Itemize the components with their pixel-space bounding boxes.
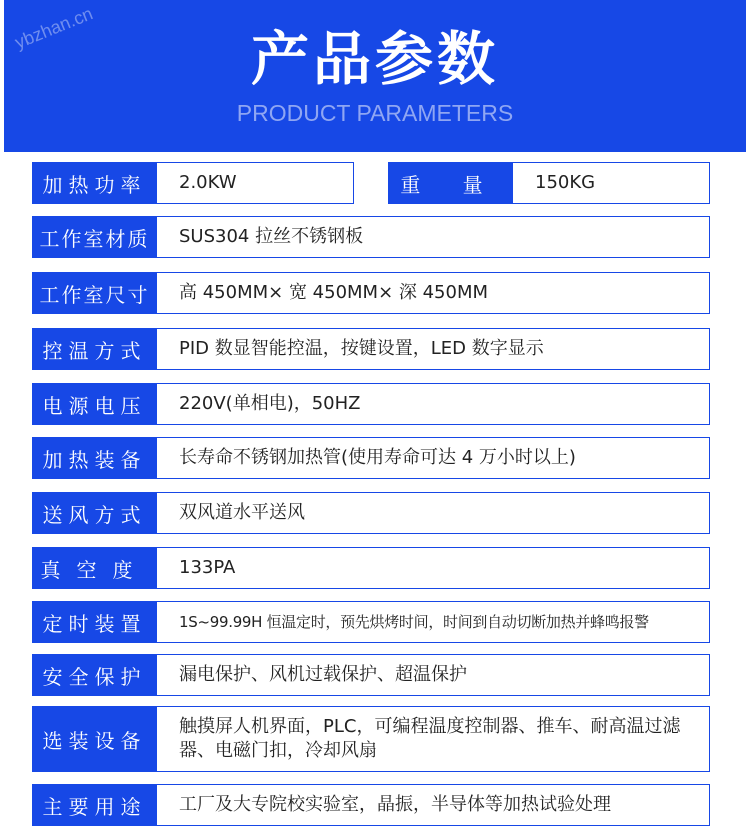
spec-value: 长寿命不锈钢加热管(使用寿命可达 4 万小时以上): [157, 437, 710, 479]
spec-label: 选装设备: [32, 706, 157, 772]
spec-label: 电源电压: [32, 383, 157, 425]
spec-row-usage: [32, 784, 710, 826]
spec-label: 主要用途: [32, 784, 157, 826]
spec-value: 漏电保护、风机过载保护、超温保护: [157, 654, 710, 696]
spec-label: 定时装置: [32, 601, 157, 643]
spec-row-heater: [32, 437, 710, 479]
watermark: ybzhan.cn: [12, 3, 96, 53]
spec-value: PID 数显智能控温，按键设置，LED 数字显示: [157, 328, 710, 370]
spec-row-safety: [32, 654, 710, 696]
spec-label: 真空度: [32, 547, 157, 589]
spec-row-voltage: [32, 383, 710, 425]
spec-row-optional: [32, 706, 710, 772]
spec-label: 工作室尺寸: [32, 272, 157, 314]
spec-row-size: [32, 272, 710, 314]
spec-label: 控温方式: [32, 328, 157, 370]
spec-value: 1S~99.99H 恒温定时，预先烘烤时间，时间到自动切断加热并蜂鸣报警: [157, 601, 710, 643]
spec-row-weight: [388, 162, 710, 204]
spec-label: 工作室材质: [32, 216, 157, 258]
spec-label: 安全保护: [32, 654, 157, 696]
spec-label: 加热功率: [32, 162, 157, 204]
spec-value: 高 450MM× 宽 450MM× 深 450MM: [157, 272, 710, 314]
spec-value: 触摸屏人机界面，PLC，可编程温度控制器、推车、耐高温过滤器、电磁门扣，冷却风扇: [157, 706, 710, 772]
spec-row-timer: [32, 601, 710, 643]
page-subtitle: PRODUCT PARAMETERS: [236, 100, 514, 126]
spec-value: 工厂及大专院校实验室，晶振，半导体等加热试验处理: [157, 784, 710, 826]
spec-label: 送风方式: [32, 492, 157, 534]
spec-row-vacuum: [32, 547, 710, 589]
spec-row-airflow: [32, 492, 710, 534]
spec-value: 双风道水平送风: [157, 492, 710, 534]
spec-value: 2.0KW: [157, 162, 354, 204]
page-title: 产品参数: [250, 25, 499, 93]
header-banner: [4, 0, 746, 152]
spec-value: 150KG: [513, 162, 710, 204]
spec-value: 133PA: [157, 547, 710, 589]
spec-value: SUS304 拉丝不锈钢板: [157, 216, 710, 258]
spec-row-temp-control: [32, 328, 710, 370]
spec-row-material: [32, 216, 710, 258]
spec-label: 加热装备: [32, 437, 157, 479]
spec-value: 220V(单相电)，50HZ: [157, 383, 710, 425]
spec-label: 重 量: [388, 162, 513, 204]
spec-row-power: [32, 162, 354, 204]
